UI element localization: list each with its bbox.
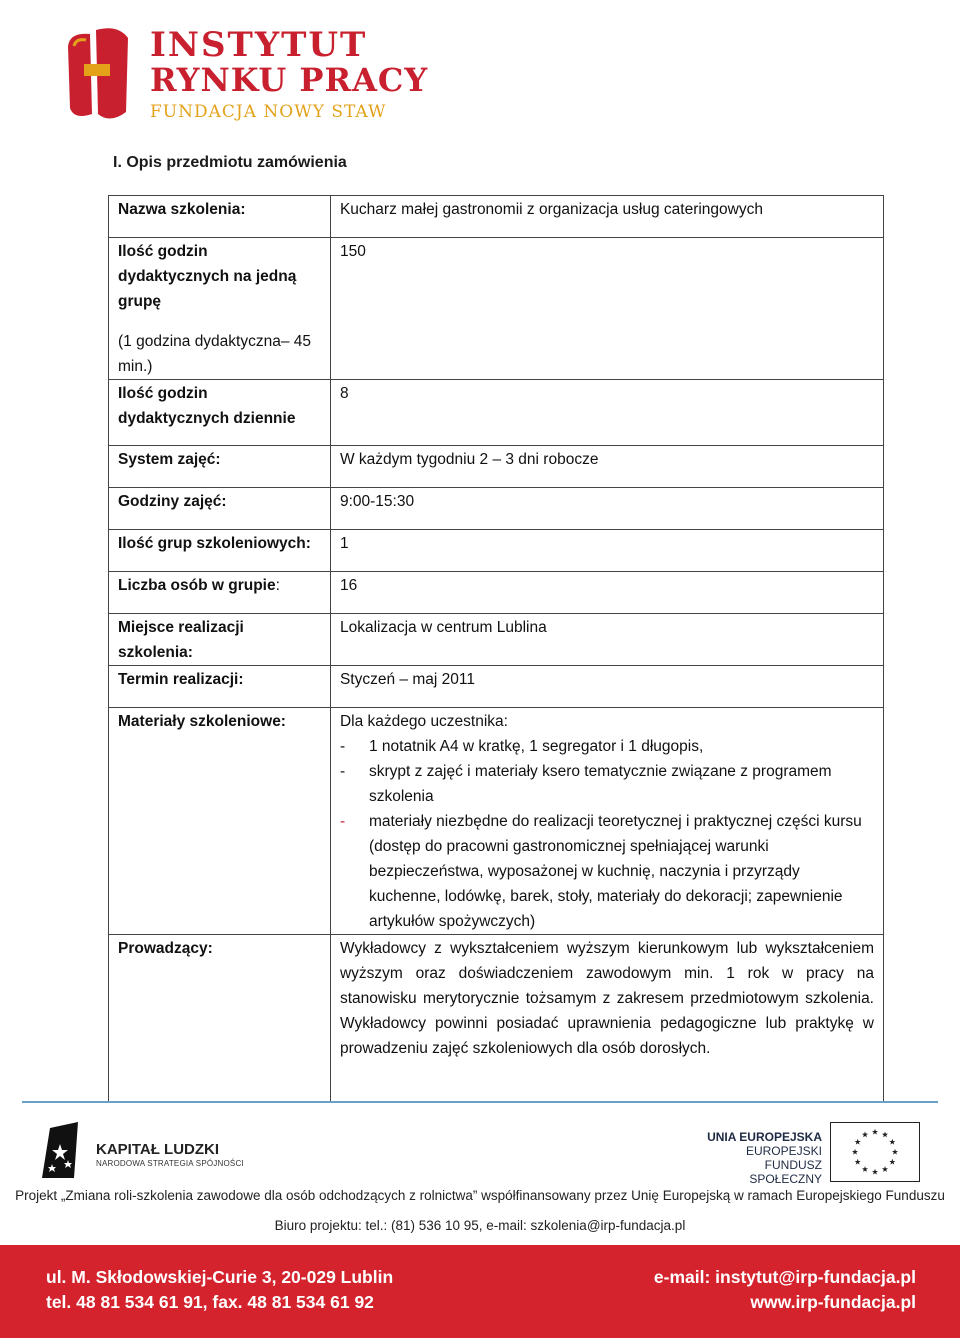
materials-item-1: 1 notatnik A4 w kratkę, 1 segregator i 1 długopis, — [368, 738, 704, 755]
institute-logo-mark — [62, 24, 142, 124]
list-item: - 1 notatnik A4 w kratkę, 1 segregator i 1 długopis, — [339, 738, 704, 755]
table-row — [109, 666, 884, 708]
groups-label: Ilość grup szkoleniowych: — [109, 530, 331, 572]
hours-per-group-cell — [109, 238, 331, 380]
list-item: - materiały niezbędne do realizacji teoretycznej i praktycznej części kursu (dostęp do pracowni gastronomicznej spełniającej warunki bezpieczeństwa, wyposażonej w kuchnię, naczynia i przyrządy kuchenne, lodówkę, barek, stoły, materiały do dekoracji; zapewnienie artykułów spożywczych) — [339, 813, 862, 930]
class-hours-value: 9:00-15:30 — [330, 488, 883, 530]
trainer-value: Wykładowcy z wykształceniem wyższym kierunkowym lub wykształceniem wyższym oraz doświadczeniem zawodowym min. 1 rok w pracy na stanowisku merytorycznie tożsamym z zakresem przedmiotowym szkolenia. Wykładowcy powinni posiadać uprawnienia pedagogiczne lub praktykę w prowadzeniu zajęć szkoleniowych dla osób dorosłych. — [330, 935, 883, 1103]
table-row — [109, 488, 884, 530]
logo-title-line2: RYNKU PRACY — [150, 61, 429, 99]
eu-line-3: FUNDUSZ SPOŁECZNY — [749, 1158, 822, 1186]
project-office-contact: Biuro projektu: tel.: (81) 536 10 95, e-mail: szkolenia@irp-fundacja.pl — [274, 1218, 686, 1233]
eu-fund-text — [700, 1130, 822, 1186]
logo-subtitle: FUNDACJA NOWY STAW — [150, 102, 387, 122]
table-row — [109, 708, 884, 935]
term-value: Styczeń – maj 2011 — [330, 666, 883, 708]
materials-label: Materiały szkoleniowe: — [109, 708, 331, 935]
logo-title-line1: INSTYTUT — [150, 25, 368, 65]
groups-value: 1 — [330, 530, 883, 572]
table-row — [109, 614, 884, 666]
place-value: Lokalizacja w centrum Lublina — [330, 614, 883, 666]
project-description: Projekt „Zmiana roli-szkolenia zawodowe dla osób odchodzących z rolnictwa” współfinansowany przez Unię Europejską w ramach Europejskiego Funduszu — [15, 1188, 945, 1203]
list-item: - skrypt z zajęć i materiały ksero tematycznie związane z programem szkolenia — [339, 763, 832, 805]
training-name-label: Nazwa szkolenia: — [109, 196, 331, 238]
persons-label-colon: : — [275, 577, 280, 594]
place-label: Miejsce realizacji szkolenia: — [109, 614, 331, 666]
system-value: W każdym tygodniu 2 – 3 dni robocze — [330, 446, 883, 488]
footer-address-line: ul. M. Skłodowskiej-Curie 3, 20-029 Lublin — [46, 1267, 394, 1287]
materials-cell — [330, 708, 883, 935]
table-row — [109, 196, 884, 238]
class-hours-label: Godziny zajęć: — [109, 488, 331, 530]
hours-per-group-label: Ilość godzin dydaktycznych na jedną grupę — [118, 243, 297, 310]
kapital-ludzki-title: KAPITAŁ LUDZKI — [96, 1141, 220, 1158]
table-row — [109, 572, 884, 614]
system-label: System zajęć: — [109, 446, 331, 488]
table-row — [109, 446, 884, 488]
materials-item-2: skrypt z zajęć i materiały ksero tematycznie związane z programem szkolenia — [368, 763, 832, 805]
footer-phone-line: tel. 48 81 534 61 91, fax. 48 81 534 61 92 — [46, 1292, 374, 1312]
term-label: Termin realizacji: — [109, 666, 331, 708]
footer-website-link[interactable]: www.irp-fundacja.pl — [750, 1292, 916, 1312]
materials-intro: Dla każdego uczestnika: — [339, 713, 508, 730]
footer-web-block — [654, 1265, 916, 1315]
kapital-ludzki-subtitle: NARODOWA STRATEGIA SPÓJNOŚCI — [96, 1159, 244, 1168]
institute-logo-text — [150, 25, 429, 124]
footer-email-link[interactable]: e-mail: instytut@irp-fundacja.pl — [653, 1267, 916, 1287]
eu-line-1: UNIA EUROPEJSKA — [707, 1130, 822, 1144]
persons-label-cell — [109, 572, 331, 614]
hours-per-group-value: 150 — [330, 238, 883, 380]
materials-item-3: materiały niezbędne do realizacji teoretycznej i praktycznej części kursu (dostęp do pracowni gastronomicznej spełniającej warunki bezpieczeństwa, wyposażonej w kuchnię, naczynia i przyrządy kuchenne, lodówkę, barek, stoły, materiały do dekoracji; zapewnienie artykułów spożywczych) — [368, 813, 862, 930]
table-row — [109, 238, 884, 380]
materials-list — [340, 734, 874, 934]
section-title: I. Opis przedmiotu zamówienia — [113, 154, 347, 171]
daily-hours-value: 8 — [330, 380, 883, 446]
table-row — [109, 530, 884, 572]
hours-note: (1 godzina dydaktyczna– 45 min.) — [118, 333, 312, 375]
persons-value: 16 — [330, 572, 883, 614]
table-row — [109, 935, 884, 1103]
eu-line-2: EUROPEJSKI — [745, 1144, 822, 1158]
table-row — [109, 380, 884, 446]
training-name-value: Kucharz małej gastronomii z organizacja usług cateringowych — [330, 196, 883, 238]
eu-flag-icon — [830, 1122, 920, 1182]
trainer-label: Prowadzący: — [109, 935, 331, 1103]
footer-divider — [22, 1101, 938, 1103]
persons-label: Liczba osób w grupie — [118, 577, 276, 594]
footer-address-block — [46, 1265, 393, 1315]
daily-hours-label: Ilość godzin dydaktycznych dziennie — [109, 380, 331, 446]
training-spec-table — [108, 195, 884, 1103]
